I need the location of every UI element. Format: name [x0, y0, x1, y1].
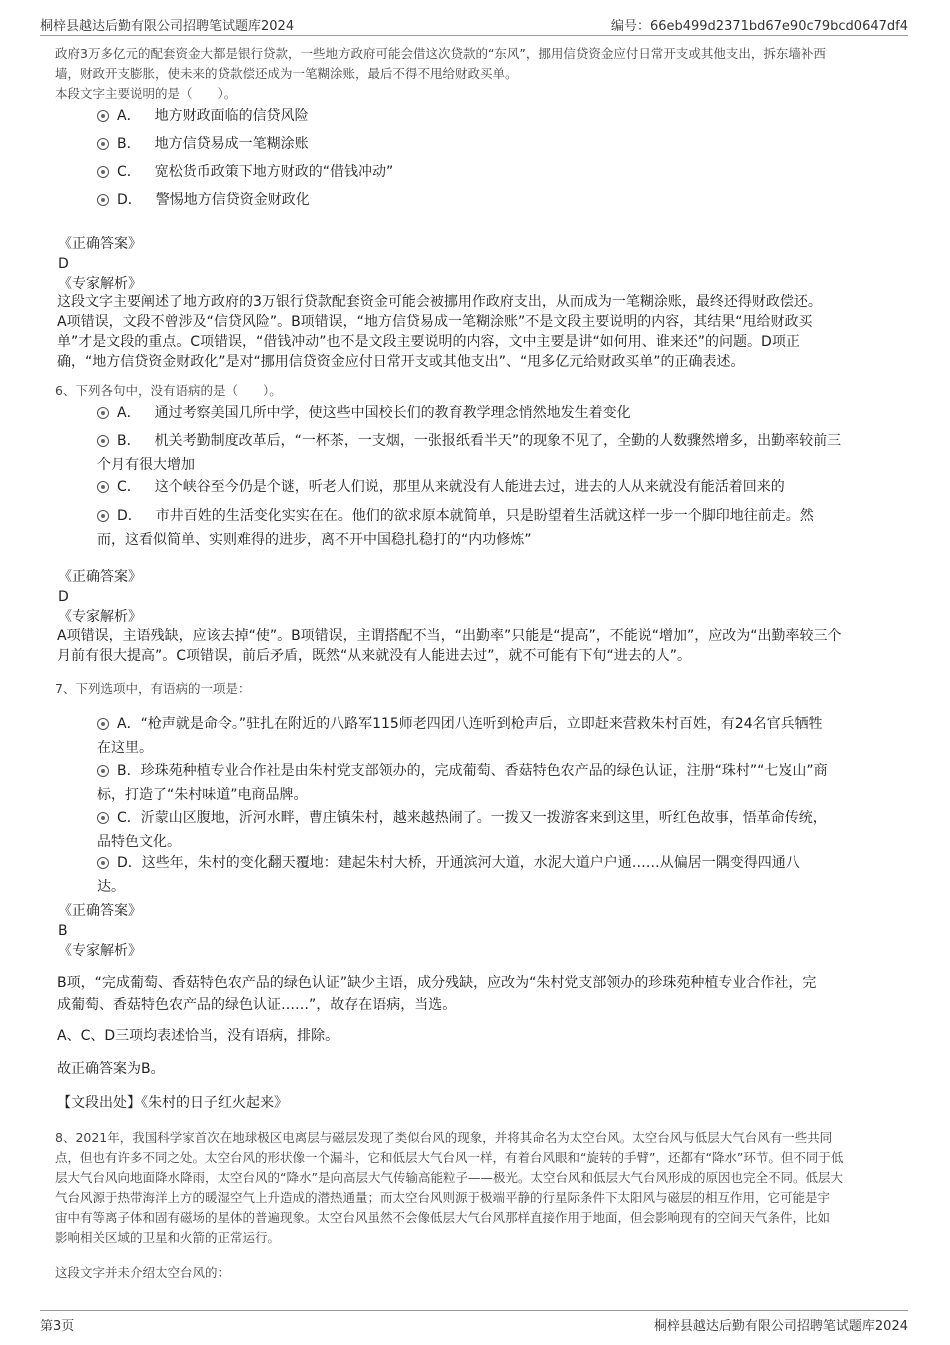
q5-stem: 本段文字主要说明的是（ ）。 — [55, 86, 237, 101]
radio-icon[interactable] — [97, 110, 109, 122]
page-header — [40, 13, 908, 36]
radio-icon[interactable] — [97, 194, 109, 206]
q6-answer-block — [58, 567, 142, 627]
answer-title: 《正确答案》 — [58, 903, 142, 919]
q6-stem: 6、下列各句中，没有语病的是（ ）。 — [55, 383, 282, 398]
q6-option-c[interactable]: C． 这个峡谷至今仍是个谜，听老人们说，那里从来就没有人能进去过，进去的人从来就没有能活着回来的 — [97, 475, 897, 499]
radio-icon[interactable] — [97, 718, 109, 730]
q6-analysis: A项错误，主语残缺，应该去掉“使”。B项错误，主谓搭配不当，“出勤率”只能是“提高”，不能说“增加”，应改为“出勤率较三个 月前有很大提高”。C项错误，前后矛盾，既然“从来就没有人能进去过”，就不可能有下旬“进去的人”。 — [57, 628, 842, 664]
q5-analysis: 这段文字主要阐述了地方政府的3万银行贷款配套资金可能会被挪用作政府支出，从而成为一笔糊涂账，最终还得财政偿还。 A项错误，文段不曾涉及“信贷风险”。B项错误，“地方信贷易成一笔糊涂账”不是文段主要说明的内容，其结果“甩给财政买 单”才是文段的重点。C项错误，“借钱冲动”也不是文段主要说明的内容，文中主要是讲“如何用、谁来还”的问题。D项正 确，“地方信贷资金财政化”是对“挪用信贷资金应付日常开支或其他支出”、“甩多亿元给财政买单”的正确表述。 — [57, 294, 822, 370]
q5-answer-block — [58, 234, 142, 294]
radio-icon[interactable] — [97, 435, 109, 447]
q5-option-d[interactable]: D． 警惕地方信贷资金财政化 — [97, 188, 310, 212]
radio-icon[interactable] — [97, 166, 109, 178]
page-number: 第3页 — [40, 1319, 75, 1334]
q7-stem: 7、下列选项中，有语病的一项是： — [55, 681, 251, 696]
analysis-title: 《专家解析》 — [58, 943, 142, 959]
q5-option-c[interactable]: C． 宽松货币政策下地方财政的“借钱冲动” — [97, 160, 393, 184]
q6-option-a[interactable]: A． 通过考察美国几所中学，使这些中国校长们的教育教学理念悄然地发生着变化 — [97, 401, 897, 425]
radio-icon[interactable] — [97, 857, 109, 869]
radio-icon[interactable] — [97, 765, 109, 777]
answer-value: D — [58, 256, 69, 272]
q5-option-b[interactable]: B． 地方信贷易成一笔糊涂账 — [97, 132, 309, 156]
radio-icon[interactable] — [97, 481, 109, 493]
q7-analysis-p2: A、C、D三项均表述恰当，没有语病，排除。 — [57, 1028, 340, 1044]
q7-source: 【文段出处】《朱村的日子红火起来》 — [57, 1095, 288, 1111]
answer-value: D — [58, 589, 69, 605]
analysis-title: 《专家解析》 — [58, 609, 142, 625]
radio-icon[interactable] — [97, 407, 109, 419]
q7-option-b[interactable]: B．珍珠苑种植专业合作社是由朱村党支部领办的，完成葡萄、香菇特色农产品的绿色认证，注册“珠村”“七岌山”商 标，打造了“朱村味道”电商品牌。 — [97, 763, 828, 803]
q7-answer-block — [58, 901, 142, 961]
q7-option-d[interactable]: D．这些年，朱村的变化翻天覆地：建起朱村大桥，开通滨河大道，水泥大道户户通……从偏居一隅变得四通八 达。 — [97, 855, 800, 895]
q7-analysis: B项，“完成葡萄、香菇特色农产品的绿色认证”缺少主语，成分残缺，应改为“朱村党支部领办的珍珠苑种植专业合作社，完 成葡萄、香菇特色农产品的绿色认证……”，故存在语病，当选。 — [57, 975, 817, 1013]
q7-option-c[interactable]: C．沂蒙山区腹地，沂河水畔，曹庄镇朱村，越来越热闹了。一拨又一拨游客来到这里，听红色故事，悟革命传统， 品特色文化。 — [97, 810, 827, 850]
answer-title: 《正确答案》 — [58, 236, 142, 252]
q7-analysis-p3: 故正确答案为B。 — [57, 1061, 165, 1077]
page-footer — [40, 1310, 908, 1335]
radio-icon[interactable] — [97, 510, 109, 522]
radio-icon[interactable] — [97, 812, 109, 824]
answer-value: B — [58, 923, 68, 939]
q5-passage: 政府3万多亿元的配套资金大都是银行贷款，一些地方政府可能会借这次贷款的“东风”，挪用信贷资金应付日常开支或其他支出，拆东墙补西 墙，财政开支膨胀，使未来的贷款偿还成为一笔糊涂账，最后不得不甩给财政买单。 本段文字主要说明的是（ ）。 — [55, 44, 915, 104]
analysis-title: 《专家解析》 — [58, 276, 142, 292]
q8-passage: 8、2021年，我国科学家首次在地球极区电离层与磁层发现了类似台风的现象，并将其命名为太空台风。太空台风与低层大气台风有一些共同 点，但也有许多不同之处。太空台风的形状像一个漏斗，它和低层大气台风一样，有着台风眼和“旋转的手臂”，还都有“降水”环节。但不同于低 层大气台风向地面降水降雨，太空台风的“降水”是向高层大气传输高能粒子——极光。太空台风和低层大气台风形成的原因也完全不同。低层大 气台风源于热带海洋上方的暖湿空气上升造成的潜热通量；而太空台风则源于极端平静的行星际条件下太阳风与磁层的相互作用，它可能是宇 宙中有等离子体和固有磁场的星体的普遍现象。太空台风虽然不会像低层大气台风那样直接作用于地面，但会影响现有的空间天气条件，比如 影响相关区域的卫星和火箭的正常运行。 — [55, 1130, 844, 1245]
q7-option-a[interactable]: A．“枪声就是命令。”驻扎在附近的八路军115师老四团八连听到枪声后，立即赶来营救朱村百姓，有24名官兵牺牲 在这里。 — [97, 716, 823, 756]
q5-option-a[interactable]: A． 地方财政面临的信贷风险 — [97, 104, 309, 128]
q6-option-b[interactable]: B． 机关考勤制度改革后，“一杯茶，一支烟，一张报纸看半天”的现象不见了，全勤的人数骤然增多，出勤率较前三 个月有很大增加 — [97, 433, 842, 473]
q8-stem: 这段文字并未介绍太空台风的： — [55, 1265, 231, 1280]
answer-title: 《正确答案》 — [58, 569, 142, 585]
header-doc-id: 编号：66eb499d2371bd67e90c79bcd0647df4 — [610, 19, 908, 34]
q6-option-d[interactable]: D． 市井百姓的生活变化实实在在。他们的欲求原本就简单，只是盼望着生活就这样一步一个脚印地往前走。然 而，这看似简单、实则难得的进步，离不开中国稳扎稳打的“内功修炼” — [97, 508, 814, 548]
footer-title: 桐梓县越达后勤有限公司招聘笔试题库2024 — [653, 1319, 908, 1334]
radio-icon[interactable] — [97, 138, 109, 150]
header-title: 桐梓县越达后勤有限公司招聘笔试题库2024 — [40, 19, 295, 34]
